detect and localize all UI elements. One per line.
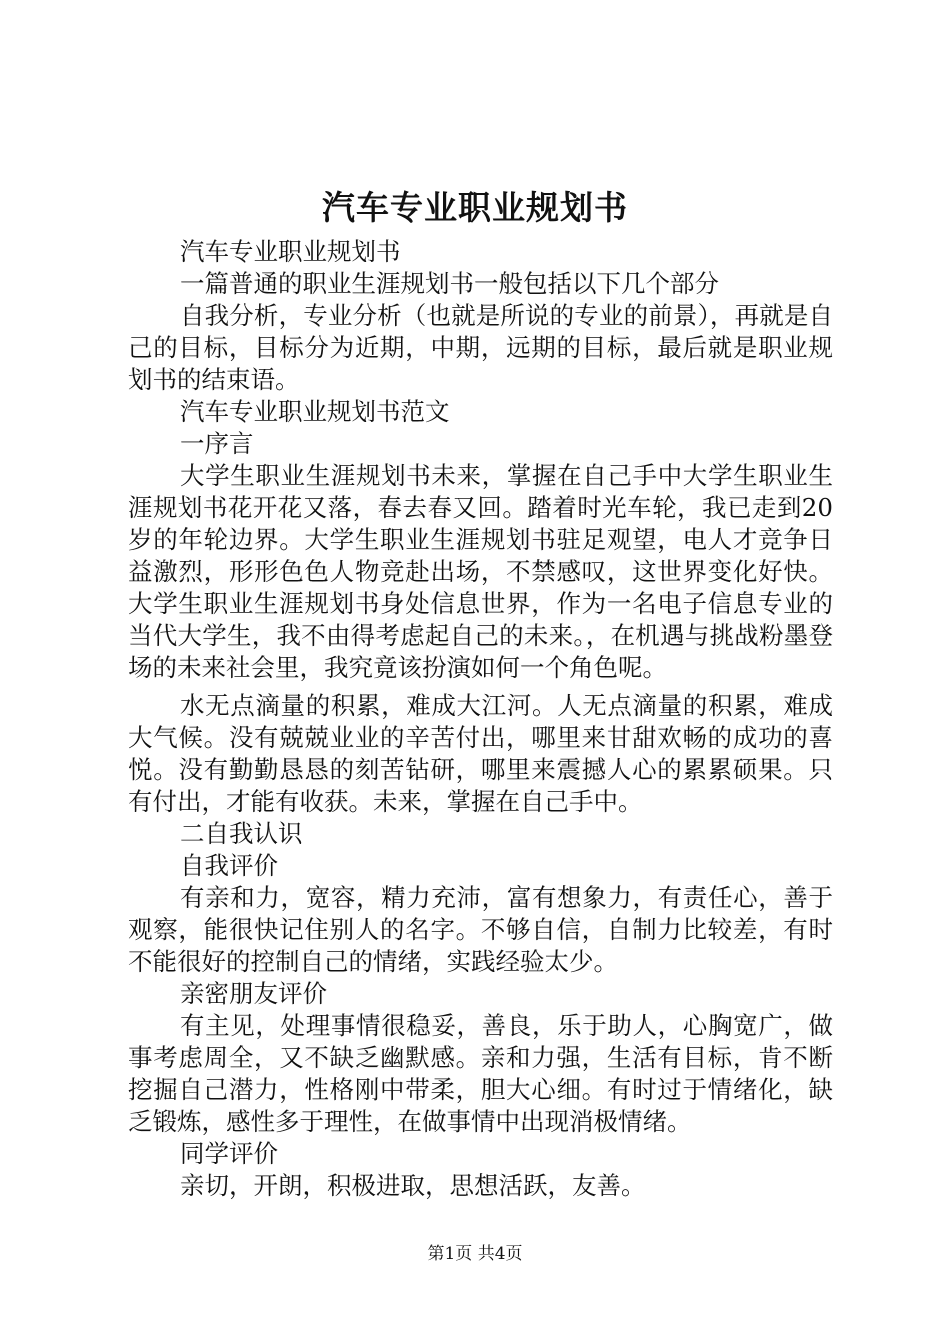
paragraph-classmate-evaluation: 亲切，开朗，积极进取，思想活跃，友善。 — [180, 1171, 646, 1200]
paragraph-sample-heading: 汽车专业职业规划书范文 — [180, 397, 450, 426]
paragraph-subtitle: 汽车专业职业规划书 — [180, 237, 401, 266]
paragraph-friend-evaluation: 有主见，处理事情很稳妥，善良，乐于助人，心胸宽广，做事考虑周全，又不缺乏幽默感。亲和力强，生活有目标，肯不断挖掘自己潜力，性格刚中带柔，胆大心细。有时过于情绪化，缺乏锻炼，感性多于理性，在做事情中出现消极情绪。 — [128, 1011, 833, 1136]
document-body — [128, 236, 833, 1202]
paragraph-parts: 自我分析，专业分析（也就是所说的专业的前景），再就是自己的目标，目标分为近期，中期，远期的目标，最后就是职业规划书的结束语。 — [128, 301, 833, 394]
page-number-footer: 第1页 共4页 — [427, 1244, 523, 1264]
paragraph-self-evaluation: 有亲和力，宽容，精力充沛，富有想象力，有责任心，善于观察，能很快记住别人的名字。不够自信，自制力比较差，有时不能很好的控制自己的情绪，实践经验太少。 — [128, 883, 833, 976]
document-title: 汽车专业职业规划书 — [322, 188, 628, 227]
subheading-classmate-evaluation: 同学评价 — [180, 1139, 278, 1168]
section-heading-preface: 一序言 — [180, 429, 254, 458]
paragraph-intro: 一篇普通的职业生涯规划书一般包括以下几个部分 — [180, 269, 719, 298]
section-heading-self-knowledge: 二自我认识 — [180, 819, 303, 848]
subheading-friend-evaluation: 亲密朋友评价 — [180, 979, 327, 1008]
subheading-self-evaluation: 自我评价 — [180, 851, 278, 880]
paragraph-accumulation: 水无点滴量的积累，难成大江河。人无点滴量的积累，难成大气候。没有兢兢业业的辛苦付出，哪里来甘甜欢畅的成功的喜悦。没有勤勤恳恳的刻苦钻研，哪里来震撼人心的累累硕果。只有付出，才能有收获。未来，掌握在自己手中。 — [128, 691, 833, 816]
paragraph-preface: 大学生职业生涯规划书未来，掌握在自己手中大学生职业生涯规划书花开花又落，春去春又回。踏着时光车轮，我已走到20岁的年轮边界。大学生职业生涯规划书驻足观望，电人才竞争日益激烈，形形色色人物竞赴出场，不禁感叹，这世界变化好快。大学生职业生涯规划书身处信息世界，作为一名电子信息专业的当代大学生，我不由得考虑起自己的未来。，在机遇与挑战粉墨登场的未来社会里，我究竟该扮演如何一个角色呢。 — [128, 461, 833, 682]
